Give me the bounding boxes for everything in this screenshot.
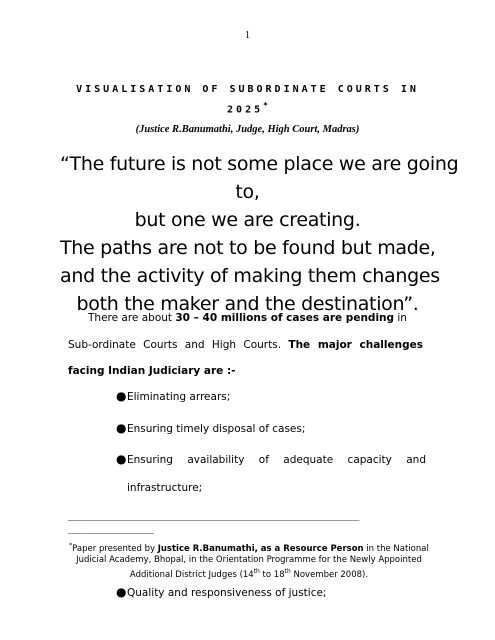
author-line: (Justice R.Banumathi, Judge, High Court, Madras) (135, 124, 360, 135)
footnote-sup: th (284, 567, 291, 575)
quote-line: to, (235, 181, 260, 203)
page-number: 1 (245, 30, 250, 41)
bullet-icon: ● (116, 421, 127, 435)
intro-line2-text: Sub-ordinate Courts and High Courts. (68, 339, 289, 351)
list-item-text: Quality and responsiveness of justice; (127, 587, 327, 599)
footnote-divider (68, 508, 428, 534)
bullet-icon: ● (116, 452, 127, 466)
footnote (54, 540, 444, 581)
list-item-text: Ensuring availability of adequate capacity and (127, 454, 426, 466)
title-line-2: 2025 (227, 104, 264, 116)
list-item (116, 452, 426, 494)
footnote-text: in the National Judicial Academy, Bhopal, in the Orientation Programme for the Newly Appointed Additional District Judges (14 (76, 543, 429, 580)
footnote-bold: Justice R.Banumathi, as a Resource Person (157, 543, 364, 554)
intro-bold-cases: 30 – 40 millions of cases are pending (175, 312, 395, 324)
footnote-text: Paper presented by (72, 543, 158, 554)
intro-text-end: in (394, 312, 407, 324)
quote-line: The paths are not to be found but made, (60, 237, 436, 259)
bullet-icon: ● (116, 585, 127, 599)
title-line-1: VISUALISATION OF SUBORDINATE COURTS IN (76, 84, 419, 95)
intro-line3-bold: facing Indian Judiciary are :- (68, 365, 236, 377)
list-item-text-continued: infrastructure; (127, 482, 203, 494)
divider-line: _____________ (68, 521, 155, 534)
list-item (116, 421, 426, 435)
divider-line: ____________________________________________ (68, 508, 360, 521)
list-item-text: Ensuring timely disposal of cases; (127, 423, 306, 435)
footnote-marker: * (69, 542, 73, 549)
list-item-text: Eliminating arrears; (127, 391, 231, 403)
footnote-sup: th (253, 567, 260, 575)
list-item (116, 389, 426, 403)
title-footnote-marker: * (263, 101, 268, 110)
quote-line: “The future is not some place we are going (60, 153, 459, 175)
intro-line2-bold: The major challenges (288, 339, 423, 351)
quote-line: both the maker and the destination”. (76, 293, 419, 315)
epigraph-quote (60, 150, 459, 318)
quote-line: and the activity of making them changes (60, 265, 440, 287)
bullet-icon: ● (116, 389, 127, 403)
footnote-text: November 2008). (290, 569, 369, 580)
quote-line: but one we are creating. (134, 209, 361, 231)
document-title (70, 82, 425, 118)
intro-text: There are about (88, 312, 176, 324)
intro-paragraph (68, 312, 423, 377)
footnote-text: to 18 (259, 569, 285, 580)
list-item (116, 585, 426, 599)
